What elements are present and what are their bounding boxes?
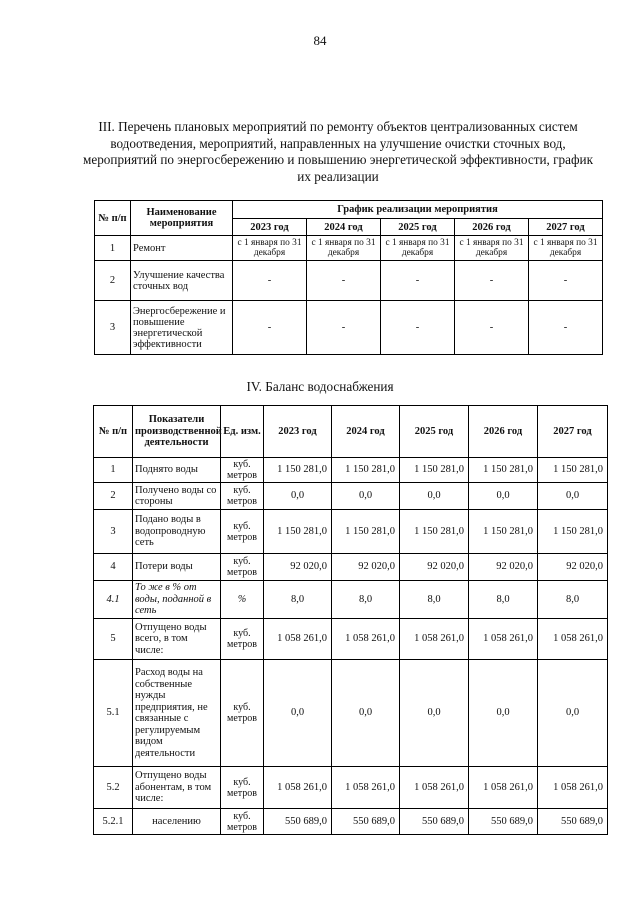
table-row	[94, 619, 608, 660]
year-header: 2027 год	[538, 406, 608, 458]
value-cell: 1 150 281,0	[538, 458, 608, 483]
row-num: 2	[94, 483, 133, 510]
value-cell: 92 020,0	[264, 554, 332, 581]
row-name: Получено воды со стороны	[133, 483, 221, 510]
value-cell: 8,0	[469, 581, 538, 619]
row-unit: куб. метров	[221, 619, 264, 660]
value-cell: 1 058 261,0	[332, 619, 400, 660]
year-header: 2025 год	[400, 406, 469, 458]
value-cell: 8,0	[264, 581, 332, 619]
value-cell: 8,0	[400, 581, 469, 619]
value-cell: 8,0	[538, 581, 608, 619]
schedule-cell: с 1 января по 31 декабря	[529, 236, 603, 261]
row-unit: куб. метров	[221, 660, 264, 767]
header-indicator: Показатели производственной деятельности	[133, 406, 221, 458]
value-cell: 1 150 281,0	[332, 458, 400, 483]
year-header: 2026 год	[455, 219, 529, 236]
value-cell: 92 020,0	[332, 554, 400, 581]
value-cell: 1 058 261,0	[264, 619, 332, 660]
row-name: Энергосбережение и повышение энергетической эффективности	[131, 301, 233, 355]
table-row	[95, 301, 603, 355]
value-cell: 0,0	[264, 483, 332, 510]
value-cell: 1 150 281,0	[264, 510, 332, 554]
schedule-cell: -	[381, 261, 455, 301]
value-cell: 8,0	[332, 581, 400, 619]
schedule-cell: -	[529, 261, 603, 301]
value-cell: 0,0	[332, 483, 400, 510]
value-cell: 1 058 261,0	[264, 767, 332, 809]
value-cell: 92 020,0	[538, 554, 608, 581]
header-unit: Ед. изм.	[221, 406, 264, 458]
schedule-cell: -	[307, 261, 381, 301]
row-name: То же в % от воды, поданной в сеть	[133, 581, 221, 619]
value-cell: 0,0	[332, 660, 400, 767]
row-unit: куб. метров	[221, 510, 264, 554]
schedule-cell: -	[307, 301, 381, 355]
row-unit: %	[221, 581, 264, 619]
events-schedule-table	[94, 200, 603, 355]
row-num: 3	[94, 510, 133, 554]
row-name: населению	[133, 809, 221, 835]
row-name: Улучшение качества сточных вод	[131, 261, 233, 301]
section-3-title: III. Перечень плановых мероприятий по ремонту объектов централизованных систем водоотведения, мероприятий, направленных на улучшение очистки сточных вод, мероприятий по энергосбережению и повышению энергетической эффективности, график их реализации	[83, 119, 593, 184]
value-cell: 0,0	[400, 483, 469, 510]
schedule-cell: с 1 января по 31 декабря	[455, 236, 529, 261]
schedule-cell: -	[233, 261, 307, 301]
page-number: 84	[313, 33, 327, 48]
row-num: 5	[94, 619, 133, 660]
value-cell: 92 020,0	[400, 554, 469, 581]
year-header: 2024 год	[332, 406, 400, 458]
row-unit: куб. метров	[221, 767, 264, 809]
value-cell: 1 150 281,0	[332, 510, 400, 554]
row-unit: куб. метров	[221, 554, 264, 581]
value-cell: 0,0	[469, 483, 538, 510]
row-num: 1	[94, 458, 133, 483]
row-name: Отпущено воды всего, в том числе:	[133, 619, 221, 660]
value-cell: 1 150 281,0	[264, 458, 332, 483]
row-name: Поднято воды	[133, 458, 221, 483]
table-row	[94, 767, 608, 809]
row-num: 4	[94, 554, 133, 581]
schedule-cell: -	[455, 301, 529, 355]
row-num: 5.2	[94, 767, 133, 809]
value-cell: 1 058 261,0	[400, 767, 469, 809]
table-row	[95, 261, 603, 301]
value-cell: 1 058 261,0	[469, 619, 538, 660]
value-cell: 550 689,0	[264, 809, 332, 835]
water-balance-table	[93, 405, 608, 835]
value-cell: 550 689,0	[538, 809, 608, 835]
value-cell: 1 150 281,0	[469, 458, 538, 483]
value-cell: 1 058 261,0	[469, 767, 538, 809]
table-row	[94, 554, 608, 581]
section-4-title: IV. Баланс водоснабжения	[246, 379, 394, 394]
value-cell: 0,0	[400, 660, 469, 767]
year-header: 2025 год	[381, 219, 455, 236]
row-name: Подано воды в водопроводную сеть	[133, 510, 221, 554]
row-unit: куб. метров	[221, 809, 264, 835]
year-header: 2024 год	[307, 219, 381, 236]
schedule-cell: с 1 января по 31 декабря	[233, 236, 307, 261]
table-row	[94, 483, 608, 510]
row-num: 5.2.1	[94, 809, 133, 835]
table-row	[94, 809, 608, 835]
year-header: 2023 год	[233, 219, 307, 236]
row-num: 3	[95, 301, 131, 355]
value-cell: 92 020,0	[469, 554, 538, 581]
value-cell: 550 689,0	[469, 809, 538, 835]
row-num: 4.1	[94, 581, 133, 619]
value-cell: 1 058 261,0	[332, 767, 400, 809]
table-row	[94, 458, 608, 483]
schedule-cell: -	[455, 261, 529, 301]
value-cell: 1 058 261,0	[538, 767, 608, 809]
table-row	[94, 660, 608, 767]
value-cell: 1 150 281,0	[538, 510, 608, 554]
schedule-cell: с 1 января по 31 декабря	[381, 236, 455, 261]
year-header: 2027 год	[529, 219, 603, 236]
header-num: № п/п	[94, 406, 133, 458]
row-name: Отпущено воды абонентам, в том числе:	[133, 767, 221, 809]
value-cell: 550 689,0	[332, 809, 400, 835]
value-cell: 1 058 261,0	[538, 619, 608, 660]
row-name: Расход воды на собственные нужды предприятия, не связанные с регулируемым видом деятельности	[133, 660, 221, 767]
value-cell: 550 689,0	[400, 809, 469, 835]
value-cell: 0,0	[538, 660, 608, 767]
schedule-cell: -	[529, 301, 603, 355]
value-cell: 1 150 281,0	[400, 458, 469, 483]
row-name: Ремонт	[131, 236, 233, 261]
year-header: 2023 год	[264, 406, 332, 458]
row-num: 5.1	[94, 660, 133, 767]
header-num: № п/п	[95, 201, 131, 236]
table-row	[94, 510, 608, 554]
schedule-cell: с 1 января по 31 декабря	[307, 236, 381, 261]
schedule-cell: -	[381, 301, 455, 355]
row-name: Потери воды	[133, 554, 221, 581]
table-row	[94, 581, 608, 619]
value-cell: 0,0	[469, 660, 538, 767]
row-unit: куб. метров	[221, 458, 264, 483]
value-cell: 1 058 261,0	[400, 619, 469, 660]
value-cell: 0,0	[264, 660, 332, 767]
header-event-name: Наименование мероприятия	[131, 201, 233, 236]
table-row	[95, 236, 603, 261]
row-unit: куб. метров	[221, 483, 264, 510]
value-cell: 0,0	[538, 483, 608, 510]
row-num: 1	[95, 236, 131, 261]
schedule-cell: -	[233, 301, 307, 355]
header-schedule: График реализации мероприятия	[233, 201, 603, 219]
value-cell: 1 150 281,0	[469, 510, 538, 554]
year-header: 2026 год	[469, 406, 538, 458]
row-num: 2	[95, 261, 131, 301]
value-cell: 1 150 281,0	[400, 510, 469, 554]
